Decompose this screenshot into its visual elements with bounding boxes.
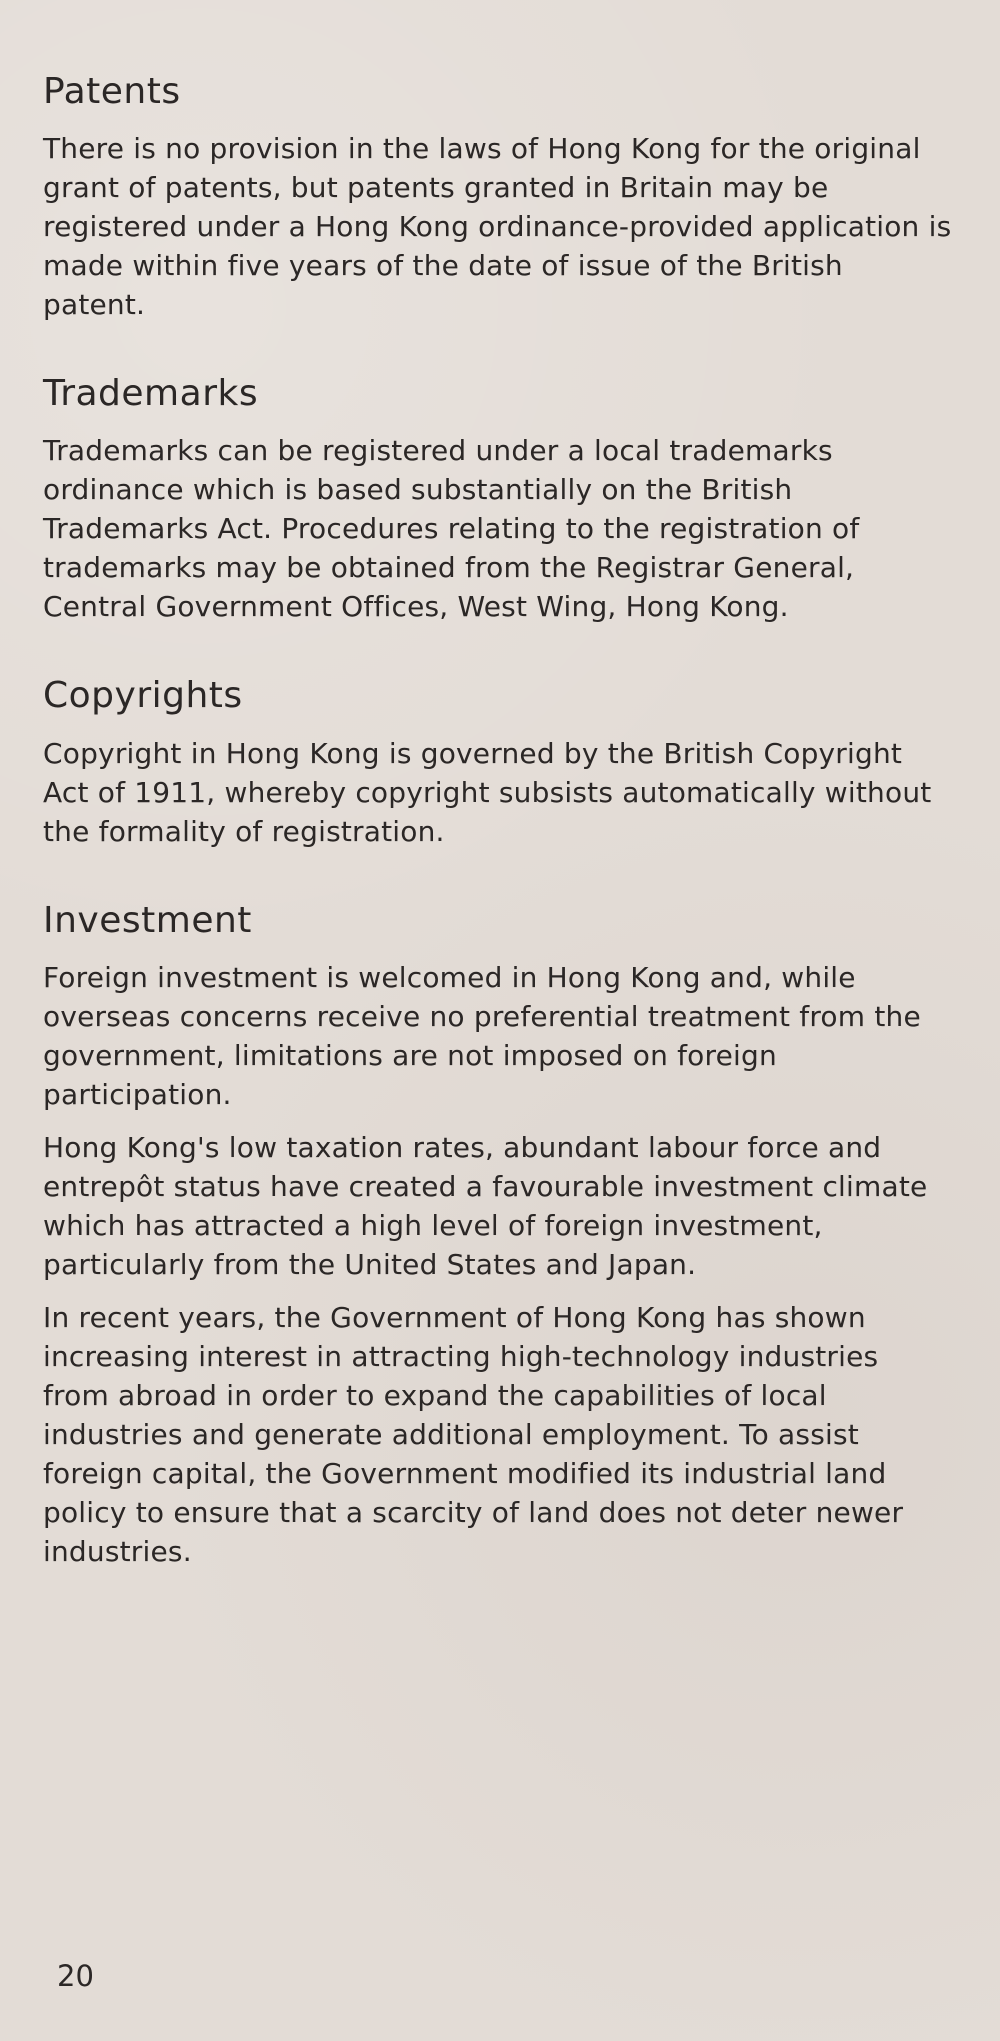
copyrights-heading: Copyrights	[43, 675, 243, 717]
trademarks-section	[43, 372, 953, 626]
investment-paragraph-2: Hong Kong's low taxation rates, abundant labour force and entrepôt status have created a favourable investment climate which has attracted a high level of foreign investment, particularly from the United States and Japan.	[43, 1130, 928, 1281]
investment-paragraph-1: Foreign investment is welcomed in Hong Kong and, while overseas concerns receive no preferential treatment from the government, limitations are not imposed on foreign participation.	[43, 960, 921, 1111]
investment-section	[43, 899, 953, 1571]
investment-heading: Investment	[43, 899, 252, 941]
trademarks-heading: Trademarks	[43, 373, 259, 415]
patents-heading: Patents	[43, 71, 181, 112]
patents-paragraph: There is no provision in the laws of Hong Kong for the original grant of patents, but patents granted in Britain may be registered under a Hong Kong ordinance-provided application is made within five years of the date of issue of the British patent.	[43, 132, 952, 322]
copyrights-paragraph: Copyright in Hong Kong is governed by the British Copyright Act of 1911, whereby copyright subsists automatically without the formality of registration.	[43, 736, 932, 848]
trademarks-paragraph: Trademarks can be registered under a local trademarks ordinance which is based substantially on the British Trademarks Act. Procedures relating to the registration of trademarks may be obtained from the Registrar General, Central Government Offices, West Wing, Hong Kong.	[43, 434, 860, 624]
investment-paragraph-3: In recent years, the Government of Hong Kong has shown increasing interest in attracting high-technology industries from abroad in order to expand the capabilities of local industries and generate additional employment. To assist foreign capital, the Government modified its industrial land policy to ensure that a scarcity of land does not deter newer industries.	[43, 1300, 904, 1568]
copyrights-section	[43, 674, 953, 850]
patents-section	[43, 70, 953, 324]
document-content	[43, 70, 953, 1619]
page-number: 20	[57, 1959, 94, 1993]
